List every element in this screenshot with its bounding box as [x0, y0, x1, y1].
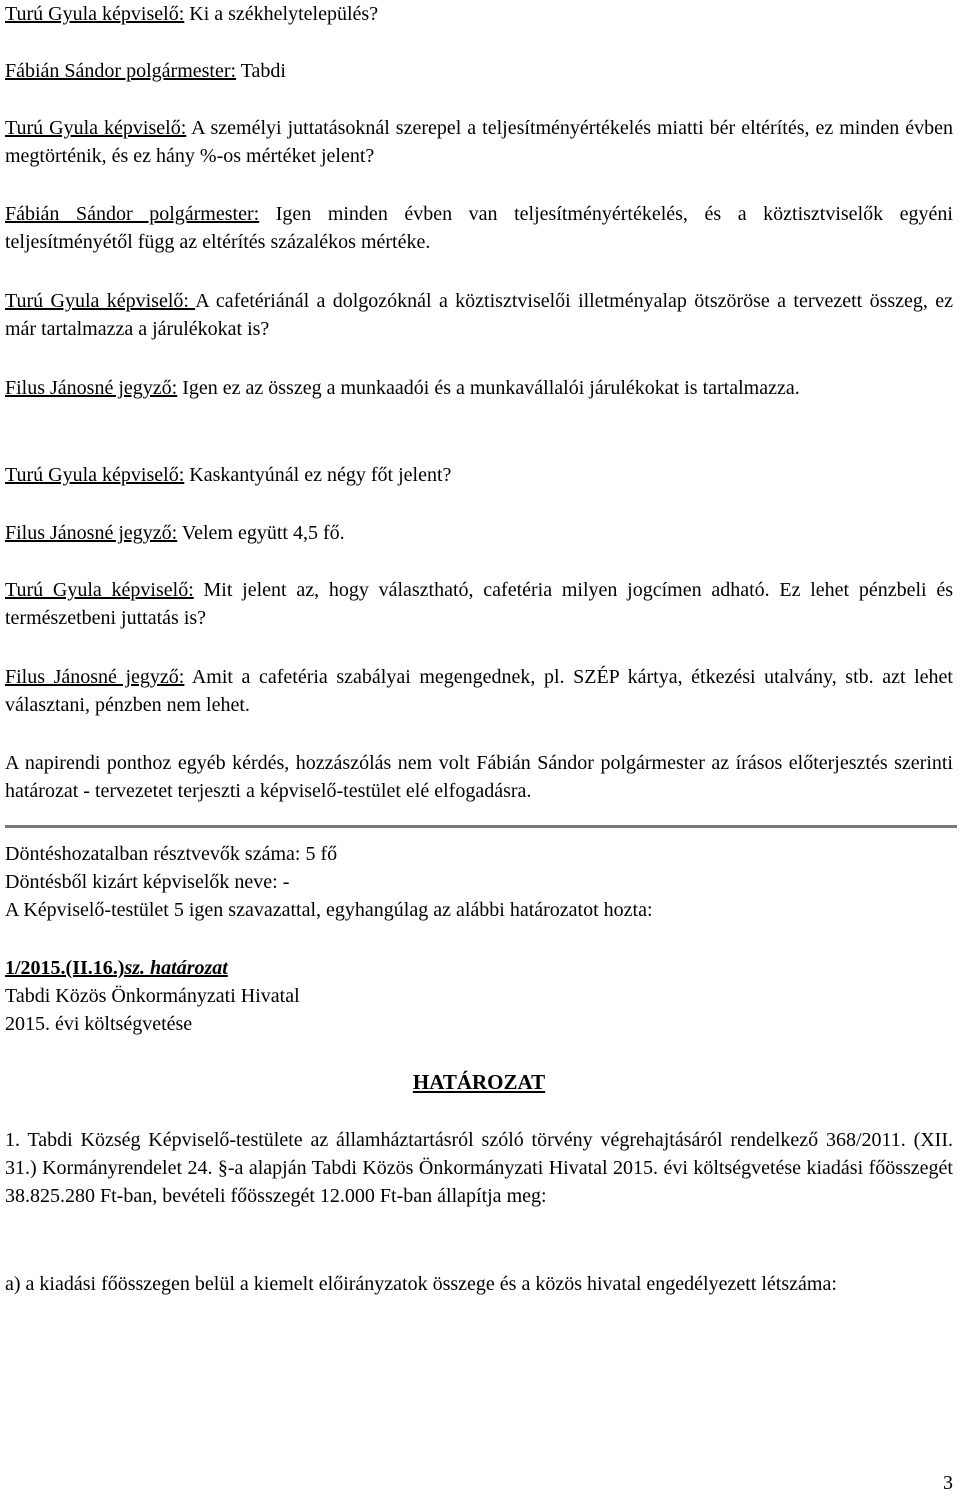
dialogue-turn: [5, 287, 953, 343]
resolution-point-1: [5, 1126, 953, 1210]
resolution-header: [5, 954, 953, 1038]
closing-text: A napirendi ponthoz egyéb kérdés, hozzászólás nem volt Fábián Sándor polgármester az írásos előterjesztés szerinti határozat - tervezetet terjeszti a képviselő-testület elé elfogadásra.: [5, 752, 953, 802]
dialogue-turn: [5, 57, 953, 85]
speaker-name: Fábián Sándor polgármester:: [5, 203, 260, 225]
utterance: A cafetériánál a dolgozóknál a köztisztviselői illetményalap ötszöröse a tervezett összeg, ez már tartalmazza a járulékokat is?: [5, 290, 953, 340]
utterance: Mit jelent az, hogy választható, cafetéria milyen jogcímen adható. Ez lehet pénzbeli és természetbeni juttatás is?: [5, 579, 954, 629]
resolution-heading-wrap: [5, 1068, 953, 1096]
utterance: A személyi juttatásoknál szerepel a teljesítményértékelés miatti bér eltérítés, ez minden évben megtörténik, és ez hány %-os mértéket jelent?: [5, 117, 953, 167]
speaker-name: Turú Gyula képviselő:: [5, 117, 187, 139]
resolution-subject-2: 2015. évi költségvetése: [5, 1013, 193, 1035]
utterance: Igen ez az összeg a munkaadói és a munkavállalói járulékokat is tartalmazza.: [177, 377, 800, 399]
resolution-point-a: [5, 1270, 953, 1298]
utterance: Ki a székhelytelepülés?: [184, 3, 379, 25]
speaker-name: Turú Gyula képviselő:: [5, 3, 185, 25]
utterance: Kaskantyúnál ez négy főt jelent?: [184, 464, 452, 486]
resolution-suffix: sz. határozat: [124, 957, 228, 979]
dialogue-turn: [5, 576, 953, 632]
vote-participants: Döntéshozatalban résztvevők száma: 5 fő: [5, 843, 338, 865]
resolution-subject-1: Tabdi Közös Önkormányzati Hivatal: [5, 985, 300, 1007]
speaker-name: Fábián Sándor polgármester:: [5, 60, 237, 82]
speaker-name: Filus Jánosné jegyző:: [5, 522, 178, 544]
speaker-name: Turú Gyula képviselő:: [5, 464, 185, 486]
speaker-name: Turú Gyula képviselő:: [5, 290, 196, 312]
dialogue-turn: [5, 461, 953, 489]
dialogue-turn: [5, 519, 953, 547]
dialogue-turn: [5, 0, 953, 28]
point-1-text: 1. Tabdi Község Képviselő-testülete az államháztartásról szóló törvény végrehajtásáról rendelkező 368/2011. (XII. 31.) Kormányrendelet 24. §-a alapján Tabdi Közös Önkormányzati Hivatal 2015. évi költségvetése kiadási főösszegét 38.825.280 Ft-ban, bevételi főösszegét 12.000 Ft-ban állapítja meg:: [5, 1129, 953, 1207]
dialogue-turn: [5, 114, 953, 170]
resolution-number: 1/2015.(II.16.): [5, 957, 125, 979]
dialogue-turn: [5, 663, 953, 719]
vote-excluded: Döntésből kizárt képviselők neve: -: [5, 871, 290, 893]
utterance: Tabdi: [236, 60, 286, 82]
utterance: Amit a cafetéria szabályai megengednek, pl. SZÉP kártya, étkezési utalvány, stb. azt lehet választani, pénzben nem lehet.: [5, 666, 953, 716]
point-a-text: a) a kiadási főösszegen belül a kiemelt előirányzatok összege és a közös hivatal engedélyezett létszáma:: [5, 1273, 837, 1295]
dialogue-turn: [5, 200, 953, 256]
section-divider: [5, 825, 957, 828]
utterance: Igen minden évben van teljesítményértékelés, és a köztisztviselők egyéni teljesítményétől függ az eltérítés százalékos mértéke.: [5, 203, 953, 253]
speaker-name: Turú Gyula képviselő:: [5, 579, 194, 601]
resolution-heading: HATÁROZAT: [412, 1070, 546, 1094]
vote-section: [5, 840, 953, 924]
dialogue-turn: [5, 374, 953, 402]
speaker-name: Filus Jánosné jegyző:: [5, 377, 178, 399]
closing-paragraph: [5, 749, 953, 805]
utterance: Velem együtt 4,5 fő.: [177, 522, 345, 544]
page-number: 3: [943, 1472, 953, 1494]
vote-result: A Képviselő-testület 5 igen szavazattal, egyhangúlag az alábbi határozatot hozta:: [5, 899, 653, 921]
speaker-name: Filus Jánosné jegyző:: [5, 666, 185, 688]
